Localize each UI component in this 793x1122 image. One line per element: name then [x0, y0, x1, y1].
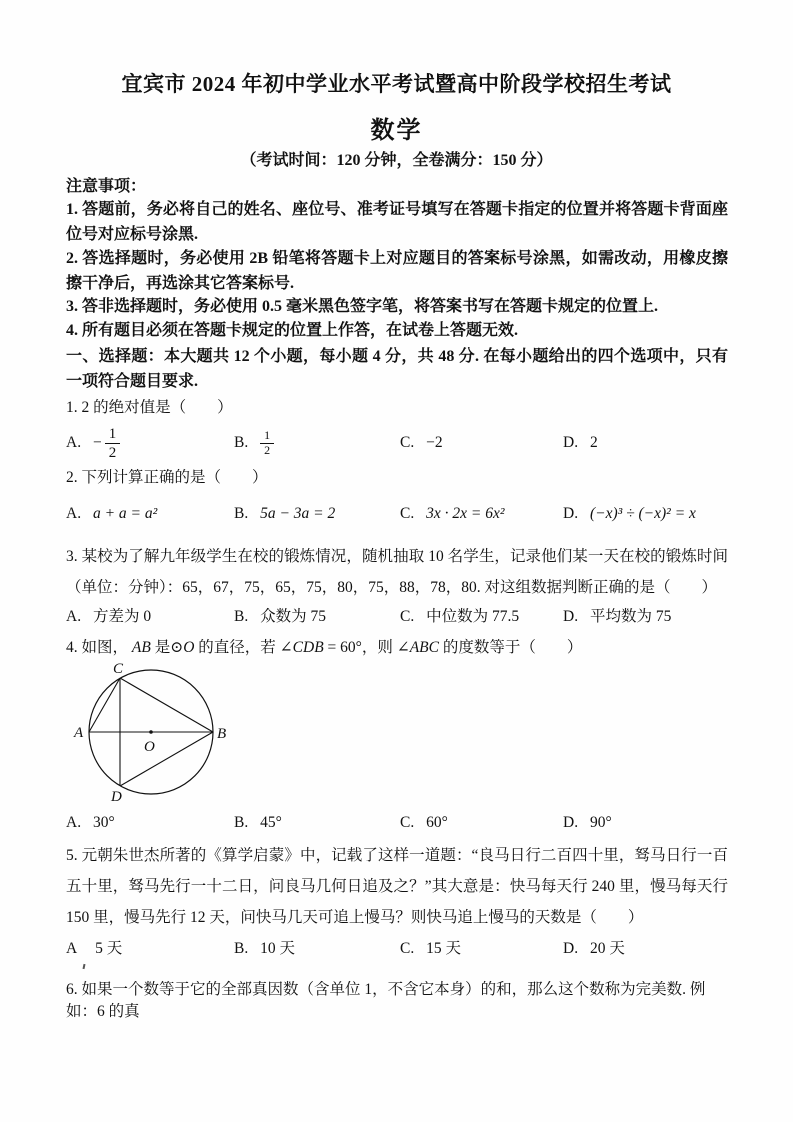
fraction — [105, 425, 121, 462]
q1-option-c — [400, 432, 563, 454]
question-6-stem: 6. 如果一个数等于它的全部真因数（含单位 1，不含它本身）的和，那么这个数称为完美数. 例如：6 的真 — [66, 981, 706, 1020]
option-label: C. — [400, 940, 415, 957]
option-label: C. — [400, 608, 415, 625]
question-2-options — [66, 503, 728, 525]
option-label: C. — [400, 505, 415, 522]
option-value: 20 天 — [589, 940, 625, 957]
option-label: B. — [234, 505, 249, 522]
q3-option-b — [234, 606, 400, 628]
option-value: 60° — [426, 814, 448, 831]
option-value: 30° — [92, 814, 115, 831]
option-value: 众数为 75 — [260, 608, 326, 625]
circle-diagram — [66, 660, 256, 810]
question-4-options — [66, 812, 728, 834]
q4-option-a — [66, 812, 234, 834]
q4-option-b — [234, 812, 400, 834]
point-label-a: A — [74, 725, 84, 741]
q5-option-d — [563, 938, 728, 960]
option-label: B. — [234, 433, 249, 451]
option-label: A. — [66, 433, 82, 451]
q1-option-a — [66, 425, 234, 462]
q1-option-b — [234, 429, 400, 456]
ink-speck — [83, 964, 86, 969]
subject-title: 数学 — [370, 118, 423, 144]
option-value: 45° — [260, 814, 282, 831]
question-1-stem: 1. 2 的绝对值是（ ） — [66, 399, 233, 416]
stem-text: 是⊙ — [150, 639, 184, 656]
math-text: AB — [131, 639, 151, 656]
stem-text: 的直径，若 ∠ — [194, 639, 293, 656]
option-label: B. — [234, 814, 249, 831]
q2-option-b — [234, 503, 400, 525]
q1-option-d — [563, 432, 728, 454]
q2-option-d — [563, 503, 728, 525]
fraction-sign: − — [92, 433, 102, 451]
stem-text: = 60°，则 ∠ — [323, 639, 410, 656]
q5-option-b — [234, 938, 400, 960]
option-label: A. — [66, 814, 82, 831]
fraction-denominator: 2 — [108, 444, 117, 461]
q2-option-a — [66, 503, 234, 525]
option-value: 平均数为 75 — [589, 608, 672, 625]
question-3-stem: 3. 某校为了解九年级学生在校的锻炼情况，随机抽取 10 名学生，记录他们某一天在校的锻炼时间（单位：分钟）：65，67，75，65，75，80，75，88，78，80. 对这组数据判断正确的是（ ） — [66, 548, 728, 596]
option-value: 10 天 — [260, 940, 295, 957]
stem-text: 的度数等于（ ） — [439, 639, 583, 656]
option-label: A. — [66, 608, 82, 625]
point-label-d: D — [111, 789, 122, 805]
option-label: D. — [563, 608, 579, 625]
question-2-stem: 2. 下列计算正确的是（ ） — [66, 469, 268, 486]
option-label: A. — [66, 505, 82, 522]
notice-item-2: 2. 答选择题时，务必使用 2B 铅笔将答题卡上对应题目的答案标号涂黑，如需改动，用橡皮擦擦干净后，再选涂其它答案标号. — [66, 250, 728, 292]
option-value: 3x · 2x = 6x² — [426, 505, 505, 522]
math-text: CDB — [292, 639, 324, 656]
stem-text: 4. 如图， — [66, 639, 132, 656]
exam-info: （考试时间：120 分钟，全卷满分：150 分） — [240, 152, 553, 169]
point-label-c: C — [113, 661, 124, 677]
q2-option-c — [400, 503, 563, 525]
option-value: 5 天 — [95, 940, 123, 957]
option-label: C. — [400, 814, 415, 831]
notice-item-3: 3. 答非选择题时，务必使用 0.5 毫米黑色签字笔，将答案书写在答题卡规定的位置上. — [66, 298, 659, 315]
point-label-b: B — [217, 726, 227, 742]
q4-option-d — [563, 812, 728, 834]
fraction-numerator: 1 — [105, 425, 121, 444]
notice-heading: 注意事项： — [66, 178, 147, 195]
option-value: −2 — [426, 434, 443, 451]
q3-option-a — [66, 606, 234, 628]
option-label: D. — [563, 940, 579, 957]
question-1-options — [66, 420, 728, 466]
q5-option-a — [66, 938, 234, 960]
fraction-numerator: 1 — [260, 429, 274, 443]
question-5-stem: 5. 元朝朱世杰所著的《算学启蒙》中，记载了这样一道题：“良马日行二百四十里，驽马日行一百五十里，驽马先行一十二日，问良马几何日追及之？”其大意是：快马每天行 240 里，慢马每天行 150 里，慢马先行 12 天，问快马几天可追上慢马？则快马追上慢马的天数是（ ） — [66, 847, 728, 926]
option-value: 90° — [589, 814, 612, 831]
option-label: D. — [563, 505, 579, 522]
point-label-o: O — [144, 739, 155, 755]
notice-item-1: 1. 答题前，务必将自己的姓名、座位号、准考证号填写在答题卡指定的位置并将答题卡背面座位号对应标号涂黑. — [66, 201, 728, 243]
option-label: D. — [563, 814, 579, 831]
q4-option-c — [400, 812, 563, 834]
option-label: A — [66, 940, 78, 957]
option-label: B. — [234, 608, 249, 625]
option-value: 5a − 3a = 2 — [260, 505, 336, 522]
option-value: 方差为 0 — [92, 608, 152, 625]
question-4-stem — [66, 637, 728, 659]
option-value: a + a = a² — [92, 505, 158, 522]
page-title: 宜宾市 2024 年初中学业水平考试暨高中阶段学校招生考试 — [121, 72, 672, 96]
question-5-options — [66, 938, 728, 960]
section-1-heading: 一、选择题：本大题共 12 个小题，每小题 4 分，共 48 分. 在每小题给出的四个选项中，只有一项符合题目要求. — [66, 348, 728, 390]
option-value: (−x)³ ÷ (−x)² = x — [589, 505, 696, 522]
q5-option-c — [400, 938, 563, 960]
math-text: ABC — [409, 639, 439, 656]
option-label: C. — [400, 434, 415, 451]
q3-option-c — [400, 606, 563, 628]
notice-item-4: 4. 所有题目必须在答题卡规定的位置上作答，在试卷上答题无效. — [66, 322, 519, 339]
fraction-denominator: 2 — [264, 442, 271, 457]
option-label: D. — [563, 434, 579, 451]
circle-geometry-figure — [66, 660, 256, 810]
q3-option-d — [563, 606, 728, 628]
fraction — [260, 429, 274, 456]
option-label: B. — [234, 940, 249, 957]
option-value: 2 — [589, 434, 598, 451]
option-value: 15 天 — [426, 940, 461, 957]
option-value: 中位数为 77.5 — [426, 608, 520, 625]
math-text: O — [183, 639, 195, 656]
question-3-options — [66, 606, 728, 628]
